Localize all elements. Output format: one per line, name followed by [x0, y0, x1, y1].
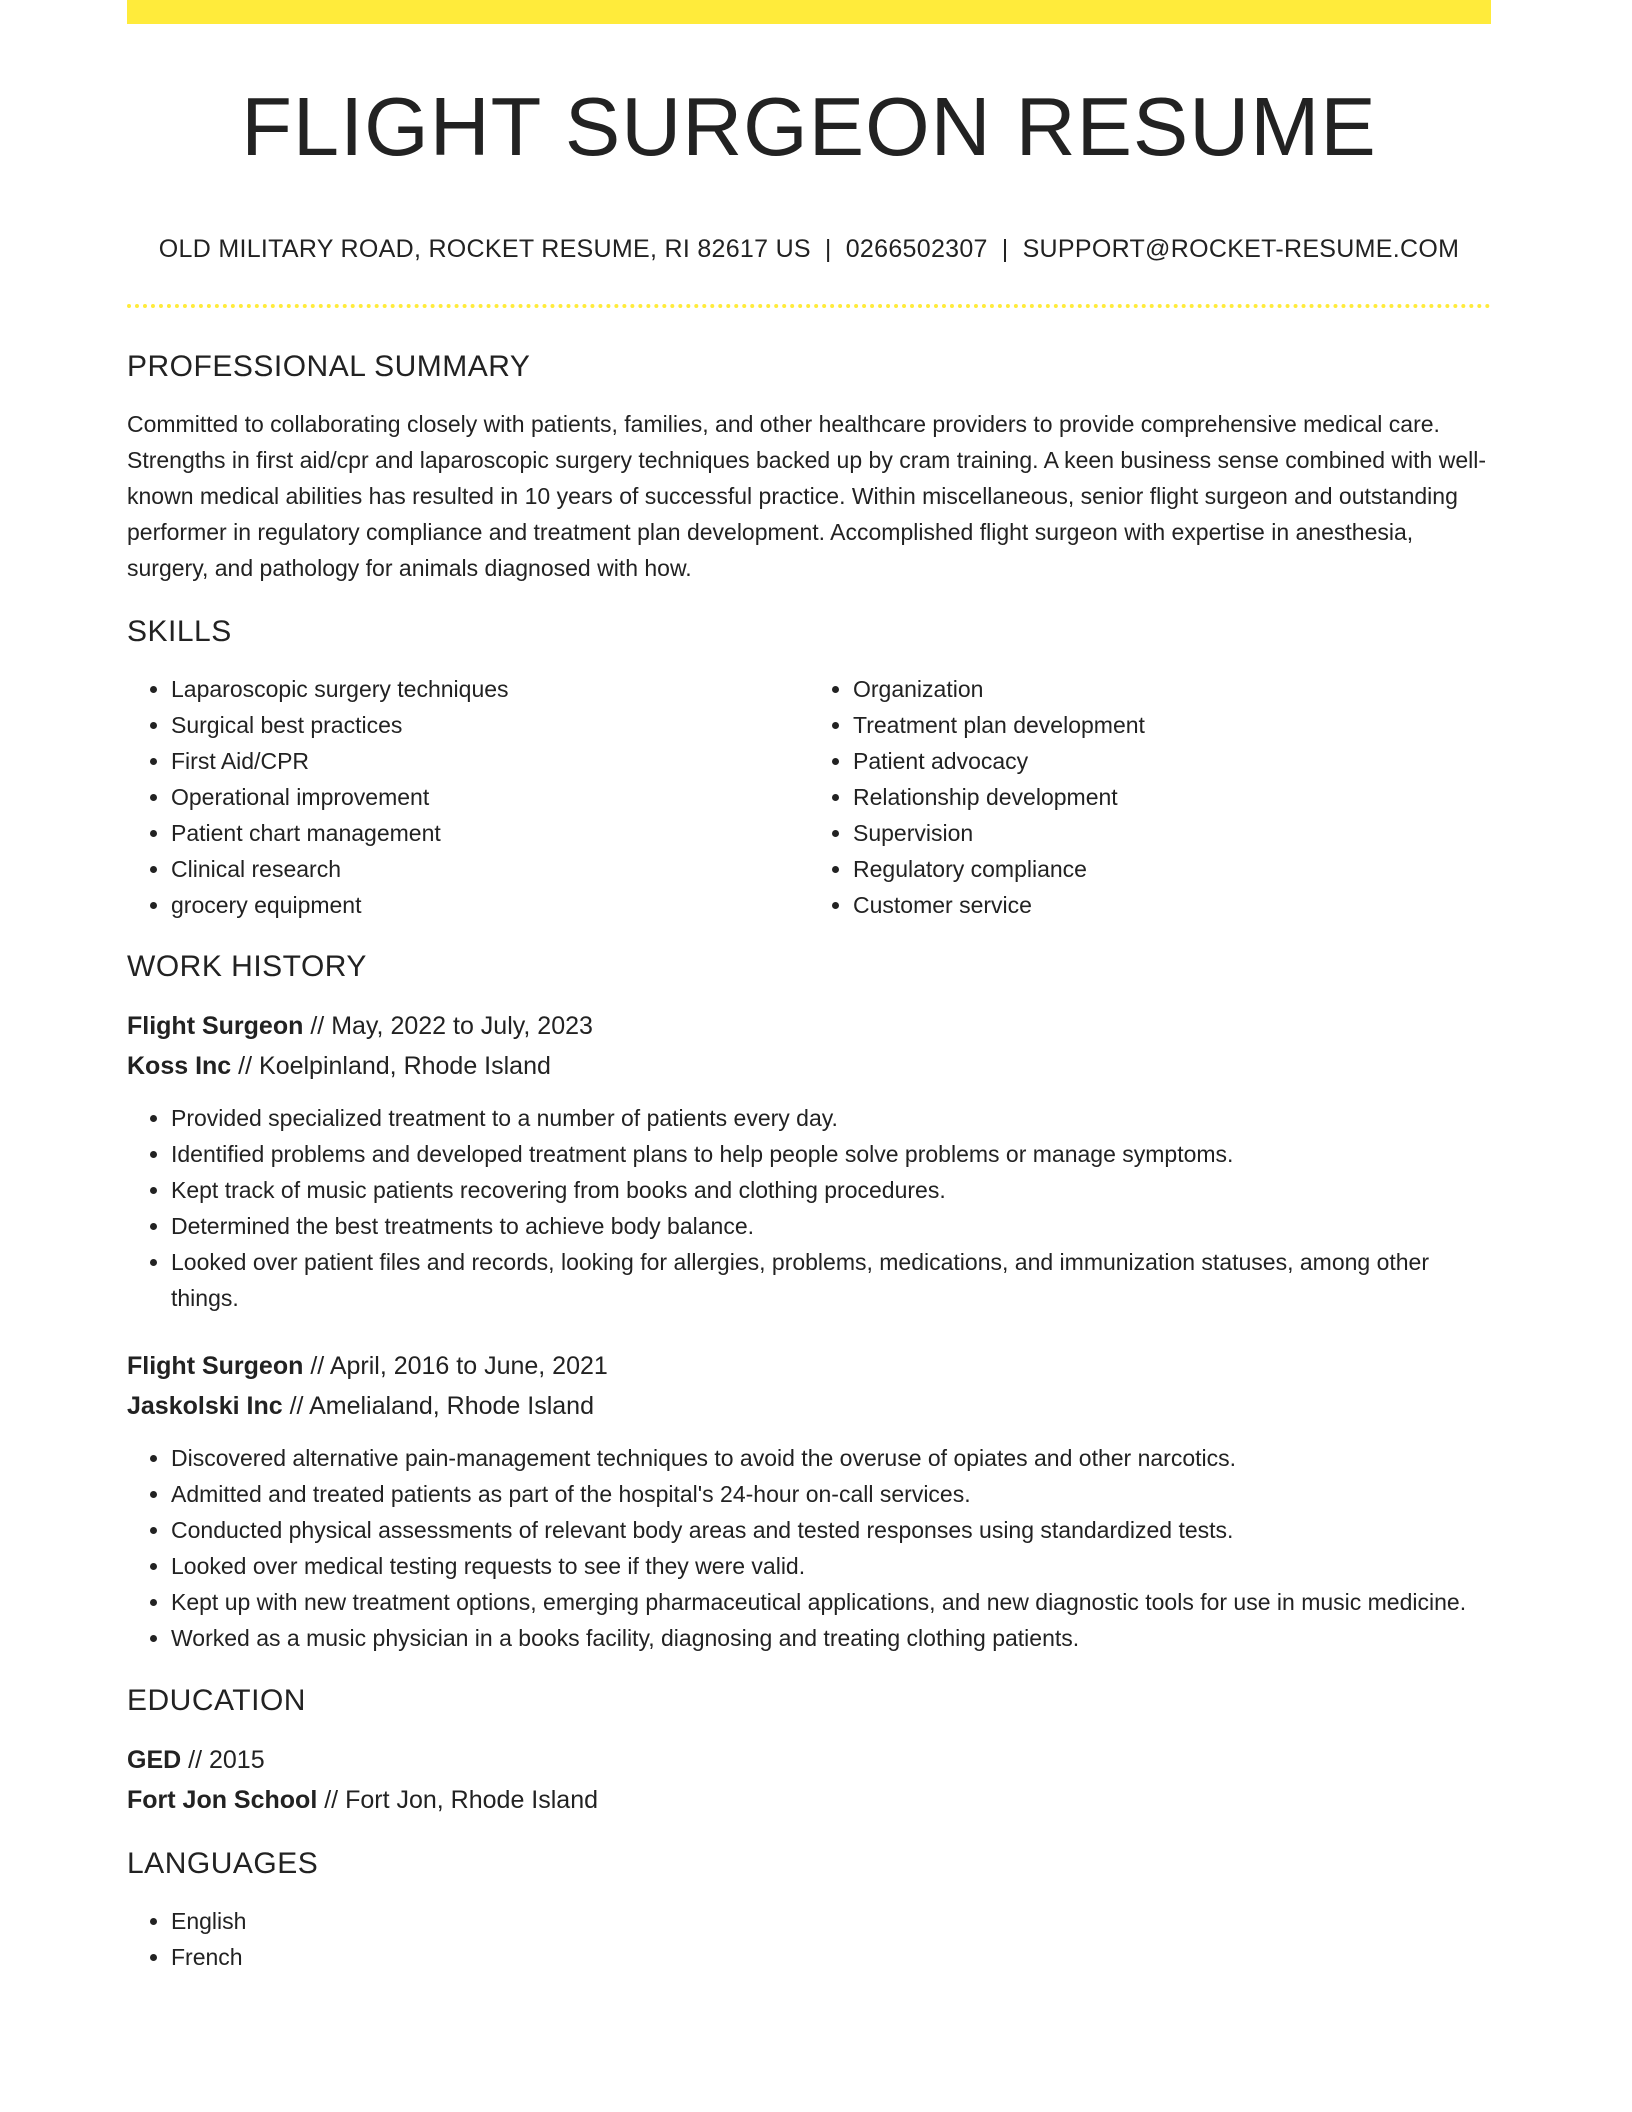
- summary-heading: PROFESSIONAL SUMMARY: [127, 350, 531, 383]
- separator: //: [289, 1392, 304, 1420]
- job-company-line: [127, 1046, 1491, 1086]
- skill-item: • Treatment plan development: [853, 707, 1491, 743]
- education-year: 2015: [209, 1746, 265, 1774]
- job-bullet: • Conducted physical assessments of relevant body areas and tested responses using standardized tests.: [171, 1512, 1491, 1548]
- skills-heading: SKILLS: [127, 615, 232, 648]
- accent-bar: [127, 0, 1491, 24]
- dotted-divider: [127, 304, 1491, 308]
- job-bullet: • Provided specialized treatment to a number of patients every day.: [171, 1100, 1491, 1136]
- separator: //: [188, 1746, 203, 1774]
- languages-list: [127, 1903, 1491, 1975]
- job-company-line: [127, 1386, 1491, 1426]
- separator: //: [324, 1786, 339, 1814]
- summary-text: Committed to collaborating closely with patients, families, and other healthcare providers to provide comprehensive medical care. Strengths in first aid/cpr and laparoscopic surgery techniques backed up by cram training. A keen business sense combined with well-known medical abilities has resulted in 10 years of successful practice. Within miscellaneous, senior flight surgeon and outstanding performer in regulatory compliance and treatment plan development. Accomplished flight surgeon with expertise in anesthesia, surgery, and pathology for animals diagnosed with how.: [127, 411, 1486, 581]
- skill-item: • grocery equipment: [171, 887, 809, 923]
- job-bullet: • Admitted and treated patients as part of the hospital's 24-hour on-call services.: [171, 1476, 1491, 1512]
- resume-title: FLIGHT SURGEON RESUME: [241, 80, 1377, 173]
- job-bullets: [127, 1440, 1491, 1656]
- job-bullet: • Discovered alternative pain-management techniques to avoid the overuse of opiates and other narcotics.: [171, 1440, 1491, 1476]
- languages-heading: LANGUAGES: [127, 1847, 319, 1880]
- skill-item: • Patient chart management: [171, 815, 809, 851]
- skill-item: • Patient advocacy: [853, 743, 1491, 779]
- job-dates: May, 2022 to July, 2023: [331, 1012, 593, 1040]
- contact-separator: |: [824, 235, 832, 263]
- language-item: • English: [171, 1903, 1491, 1939]
- skills-column-right: [809, 671, 1491, 923]
- contact-separator: |: [1001, 235, 1009, 263]
- education-school-line: [127, 1780, 1491, 1820]
- skill-item: • Laparoscopic surgery techniques: [171, 671, 809, 707]
- job-bullet: • Identified problems and developed treatment plans to help people solve problems or manage symptoms.: [171, 1136, 1491, 1172]
- education-degree: GED: [127, 1746, 182, 1774]
- job-title-line: [127, 1006, 1491, 1046]
- skill-item: • First Aid/CPR: [171, 743, 809, 779]
- skill-item: • Supervision: [853, 815, 1491, 851]
- job-bullet: • Looked over patient files and records, looking for allergies, problems, medications, and immunization statuses, among other things.: [171, 1244, 1491, 1316]
- skill-item: • Relationship development: [853, 779, 1491, 815]
- job-title: Flight Surgeon: [127, 1352, 304, 1380]
- job-location: Amelialand, Rhode Island: [309, 1392, 594, 1420]
- contact-phone: 0266502307: [845, 235, 988, 263]
- job-bullet: • Worked as a music physician in a books facility, diagnosing and treating clothing patients.: [171, 1620, 1491, 1656]
- separator: //: [310, 1352, 325, 1380]
- contact-email[interactable]: SUPPORT@ROCKET-RESUME.COM: [1022, 235, 1460, 263]
- skill-item: • Surgical best practices: [171, 707, 809, 743]
- skill-item: • Regulatory compliance: [853, 851, 1491, 887]
- work-heading: WORK HISTORY: [127, 950, 367, 983]
- resume-page: [127, 0, 1491, 1975]
- education-location: Fort Jon, Rhode Island: [345, 1786, 599, 1814]
- separator: //: [310, 1012, 325, 1040]
- skill-item: • Operational improvement: [171, 779, 809, 815]
- skills-list: [127, 671, 1491, 923]
- contact-address: OLD MILITARY ROAD, ROCKET RESUME, RI 82617 US: [158, 235, 811, 263]
- language-item: • French: [171, 1939, 1491, 1975]
- education-entry: [127, 1740, 1491, 1820]
- job-title-line: [127, 1346, 1491, 1386]
- contact-line: [127, 235, 1491, 264]
- education-degree-line: [127, 1740, 1491, 1780]
- job-company: Koss Inc: [127, 1052, 232, 1080]
- job-entry: [127, 1006, 1491, 1316]
- skill-item: • Clinical research: [171, 851, 809, 887]
- job-entry: [127, 1346, 1491, 1656]
- skill-item: • Customer service: [853, 887, 1491, 923]
- job-bullet: • Kept track of music patients recovering from books and clothing procedures.: [171, 1172, 1491, 1208]
- job-title: Flight Surgeon: [127, 1012, 304, 1040]
- separator: //: [238, 1052, 253, 1080]
- job-bullet: • Kept up with new treatment options, emerging pharmaceutical applications, and new diagnostic tools for use in music medicine.: [171, 1584, 1491, 1620]
- job-bullet: • Determined the best treatments to achieve body balance.: [171, 1208, 1491, 1244]
- education-heading: EDUCATION: [127, 1684, 306, 1717]
- job-bullet: • Looked over medical testing requests to see if they were valid.: [171, 1548, 1491, 1584]
- job-location: Koelpinland, Rhode Island: [259, 1052, 551, 1080]
- job-bullets: [127, 1100, 1491, 1316]
- skills-column-left: [127, 671, 809, 923]
- education-school: Fort Jon School: [127, 1786, 318, 1814]
- skill-item: • Organization: [853, 671, 1491, 707]
- job-dates: April, 2016 to June, 2021: [329, 1352, 608, 1380]
- job-company: Jaskolski Inc: [127, 1392, 283, 1420]
